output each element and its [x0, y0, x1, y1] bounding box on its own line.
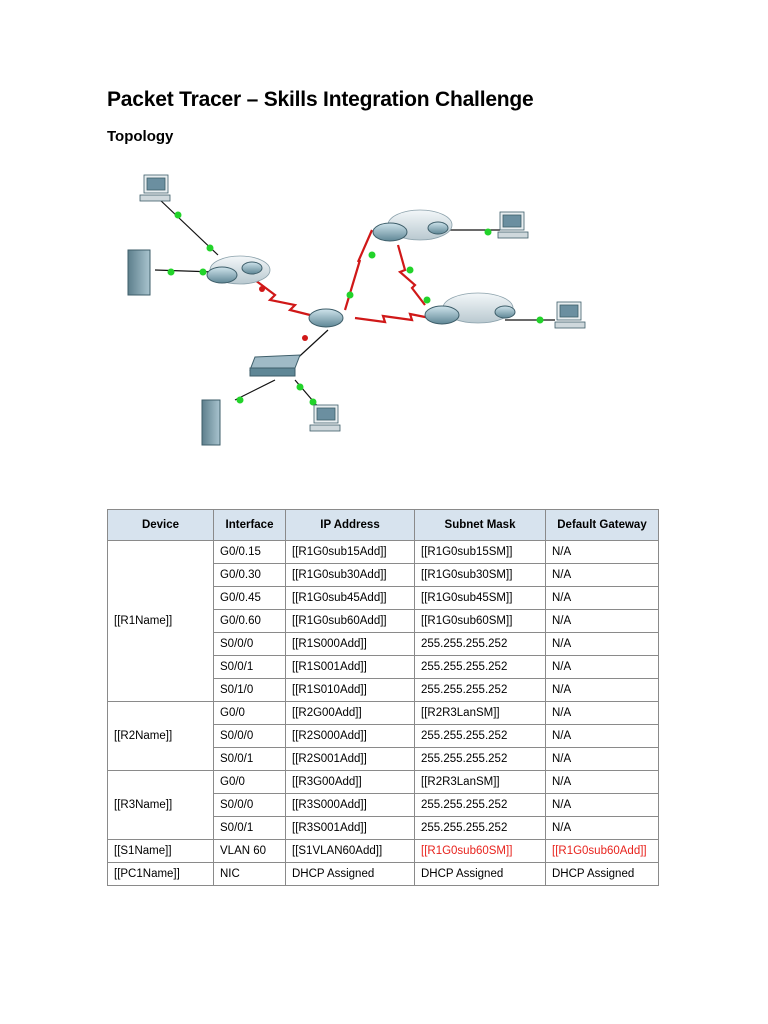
default-gateway-cell: N/A	[546, 564, 659, 587]
table-row	[108, 771, 659, 794]
ip-address-cell: [[R3S001Add]]	[286, 817, 415, 840]
ip-address-cell: [[R2S000Add]]	[286, 725, 415, 748]
topology-diagram	[100, 160, 600, 460]
ip-address-cell: [[R2G00Add]]	[286, 702, 415, 725]
default-gateway-cell: N/A	[546, 587, 659, 610]
header-default-gateway: Default Gateway	[546, 510, 659, 541]
ip-address-cell: DHCP Assigned	[286, 863, 415, 886]
subnet-mask-cell: [[R2R3LanSM]]	[415, 771, 546, 794]
addressing-table	[107, 509, 659, 886]
interface-cell: S0/0/0	[214, 794, 286, 817]
page-title: Packet Tracer – Skills Integration Challenge	[107, 88, 534, 111]
interface-cell: S0/0/1	[214, 656, 286, 679]
topology-heading: Topology	[107, 128, 174, 145]
interface-cell: VLAN 60	[214, 840, 286, 863]
device-cell: [[PC1Name]]	[108, 863, 214, 886]
default-gateway-cell: N/A	[546, 748, 659, 771]
subnet-mask-cell: [[R1G0sub45SM]]	[415, 587, 546, 610]
default-gateway-cell: DHCP Assigned	[546, 863, 659, 886]
header-device: Device	[108, 510, 214, 541]
interface-cell: G0/0	[214, 702, 286, 725]
ip-address-cell: [[R1G0sub15Add]]	[286, 541, 415, 564]
device-cell: [[R2Name]]	[108, 702, 214, 771]
subnet-mask-cell: 255.255.255.252	[415, 817, 546, 840]
ip-address-cell: [[R1G0sub45Add]]	[286, 587, 415, 610]
ip-address-cell: [[R2S001Add]]	[286, 748, 415, 771]
device-cell: [[S1Name]]	[108, 840, 214, 863]
subnet-mask-cell: 255.255.255.252	[415, 748, 546, 771]
subnet-mask-cell: 255.255.255.252	[415, 725, 546, 748]
default-gateway-cell: [[R1G0sub60Add]]	[546, 840, 659, 863]
table-row	[108, 863, 659, 886]
default-gateway-cell: N/A	[546, 541, 659, 564]
table-row	[108, 541, 659, 564]
ip-address-cell: [[R1G0sub30Add]]	[286, 564, 415, 587]
interface-cell: S0/0/1	[214, 817, 286, 840]
subnet-mask-cell: 255.255.255.252	[415, 794, 546, 817]
subnet-mask-cell: 255.255.255.252	[415, 656, 546, 679]
device-cell: [[R1Name]]	[108, 541, 214, 702]
header-ip-address: IP Address	[286, 510, 415, 541]
table-header-row	[108, 510, 659, 541]
interface-cell: G0/0.45	[214, 587, 286, 610]
header-interface: Interface	[214, 510, 286, 541]
default-gateway-cell: N/A	[546, 656, 659, 679]
subnet-mask-cell: 255.255.255.252	[415, 633, 546, 656]
default-gateway-cell: N/A	[546, 794, 659, 817]
device-cell: [[R3Name]]	[108, 771, 214, 840]
pc-icon	[140, 175, 585, 431]
interface-cell: S0/0/0	[214, 725, 286, 748]
ip-address-cell: [[R1S001Add]]	[286, 656, 415, 679]
interface-cell: G0/0.15	[214, 541, 286, 564]
subnet-mask-cell: DHCP Assigned	[415, 863, 546, 886]
interface-cell: NIC	[214, 863, 286, 886]
ip-address-cell: [[S1VLAN60Add]]	[286, 840, 415, 863]
table-row	[108, 702, 659, 725]
server-icon	[128, 250, 220, 445]
default-gateway-cell: N/A	[546, 679, 659, 702]
ip-address-cell: [[R3G00Add]]	[286, 771, 415, 794]
subnet-mask-cell: [[R1G0sub60SM]]	[415, 610, 546, 633]
subnet-mask-cell: [[R1G0sub60SM]]	[415, 840, 546, 863]
subnet-mask-cell: [[R1G0sub15SM]]	[415, 541, 546, 564]
default-gateway-cell: N/A	[546, 702, 659, 725]
ip-address-cell: [[R1S010Add]]	[286, 679, 415, 702]
serial-links	[255, 230, 430, 322]
interface-cell: S0/0/0	[214, 633, 286, 656]
default-gateway-cell: N/A	[546, 771, 659, 794]
switch-icon	[250, 355, 300, 376]
default-gateway-cell: N/A	[546, 725, 659, 748]
default-gateway-cell: N/A	[546, 817, 659, 840]
interface-cell: G0/0.60	[214, 610, 286, 633]
header-subnet-mask: Subnet Mask	[415, 510, 546, 541]
table-row	[108, 840, 659, 863]
subnet-mask-cell: [[R1G0sub30SM]]	[415, 564, 546, 587]
ip-address-cell: [[R1G0sub60Add]]	[286, 610, 415, 633]
interface-cell: S0/1/0	[214, 679, 286, 702]
default-gateway-cell: N/A	[546, 633, 659, 656]
subnet-mask-cell: 255.255.255.252	[415, 679, 546, 702]
ip-address-cell: [[R3S000Add]]	[286, 794, 415, 817]
interface-cell: S0/0/1	[214, 748, 286, 771]
ip-address-cell: [[R1S000Add]]	[286, 633, 415, 656]
default-gateway-cell: N/A	[546, 610, 659, 633]
subnet-mask-cell: [[R2R3LanSM]]	[415, 702, 546, 725]
interface-cell: G0/0	[214, 771, 286, 794]
interface-cell: G0/0.30	[214, 564, 286, 587]
